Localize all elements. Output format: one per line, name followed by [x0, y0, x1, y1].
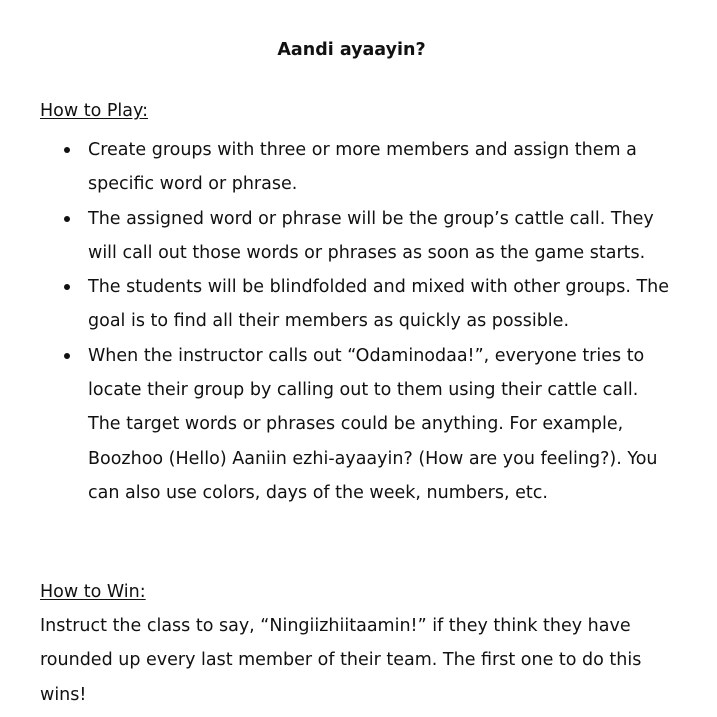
how-to-play-heading: How to Play:: [40, 101, 148, 121]
list-item: [0, 339, 717, 510]
how-to-play-list: [0, 133, 717, 510]
how-to-win-heading: How to Win:: [40, 582, 146, 602]
document-title: Aandi ayaayin?: [277, 40, 426, 60]
how-to-win-text: Instruct the class to say, “Ningiizhiitaamin!” if they think they have rounded up every last member of their team. The first one to do this wins!: [40, 616, 642, 705]
list-item: [0, 133, 717, 202]
list-item-text: When the instructor calls out “Odaminodaa!”, everyone tries to locate their group by calling out to them using their cattle call. The target words or phrases could be anything. For example, Boozhoo (Hello) Aaniin ezhi-ayaayin? (How are you feeling?). You can also use colors, days of the week, numbers, etc.: [88, 345, 658, 503]
bullet-icon: [64, 284, 70, 290]
list-item-text: The students will be blindfolded and mixed with other groups. The goal is to find all their members as quickly as possible.: [88, 277, 670, 332]
bullet-icon: [64, 353, 70, 359]
bullet-icon: [64, 216, 70, 222]
bullet-icon: [64, 147, 70, 153]
list-item-text: The assigned word or phrase will be the group’s cattle call. They will call out those words or phrases as soon as the game starts.: [88, 208, 654, 263]
list-item-text: Create groups with three or more members and assign them a specific word or phrase.: [88, 140, 637, 195]
list-item: [0, 270, 717, 339]
list-item: [0, 202, 717, 271]
